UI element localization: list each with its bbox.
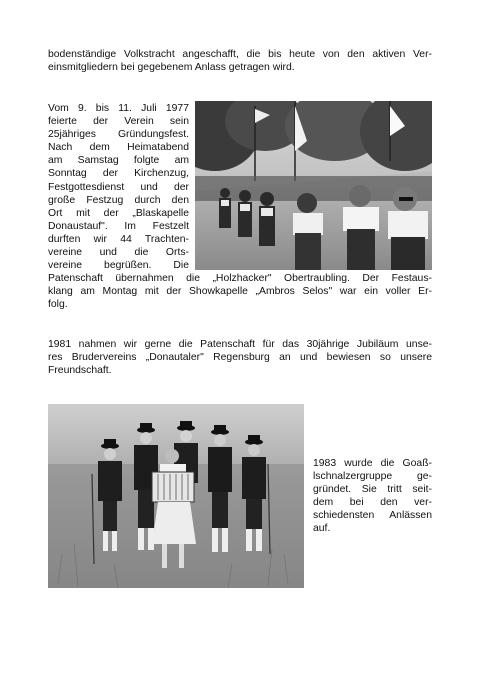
paragraph-traditional-costume [48, 48, 432, 74]
text-line: Freundschaft. [48, 365, 112, 377]
whip-cracker-group-photo [48, 404, 304, 588]
text-line: schiedensten Anlässen [313, 510, 432, 522]
text-line: lschnalzergruppe ge- [313, 471, 432, 483]
text-line: 1981 nahmen wir gerne die Patenschaft für das 30jährige Jubiläum unse- [48, 339, 432, 350]
text-line: am Samstag folgte am [48, 155, 189, 167]
text-line: große Festzug durch den [48, 194, 189, 206]
paragraph-whip-cracker-group-1983 [313, 457, 432, 536]
text-line: auf. [313, 523, 331, 535]
paragraph-founding-festival-continued [48, 272, 432, 311]
text-line: einsmitgliedern bei gegebenem Anlass getragen wird. [48, 62, 295, 74]
paragraph-sponsorship-1981 [48, 338, 432, 377]
paragraph-founding-festival [48, 102, 189, 272]
text-line: 1983 wurde die Goaß- [313, 458, 432, 469]
text-line: Festgottesdienst und der [48, 181, 189, 193]
festival-parade-photo [195, 101, 432, 270]
text-line: 25jähriges Gründungsfest. [48, 129, 189, 141]
text-line: Sonntag der Kirchenzug, [48, 168, 189, 180]
text-line: dem bei den ver- [313, 497, 432, 509]
text-line: Nach dem Heimatabend [48, 142, 189, 154]
text-line: durften wir 44 Trachten- [48, 233, 189, 245]
text-line: bodenständige Volkstracht angeschafft, die bis heute von den aktiven Ver- [48, 49, 432, 60]
text-line: feierte der Verein sein [48, 116, 189, 128]
text-line: vereine und die Orts- [48, 247, 189, 259]
text-line: Donaustauf". Im Festzelt [48, 220, 189, 232]
text-line: vereine begrüßen. Die [48, 260, 189, 272]
text-line: gründet. Sie tritt seit- [313, 484, 432, 496]
text-line: Ort mit der „Blaskapelle [48, 207, 189, 219]
text-line: folg. [48, 299, 68, 311]
text-line: Vom 9. bis 11. Juli 1977 [48, 103, 189, 114]
text-line: res Brudervereins „Donautaler" Regensburg an und bewiesen so unsere [48, 352, 432, 364]
text-line: klang am Montag mit der Showkapelle „Ambros Selos" war ein voller Er- [48, 286, 432, 298]
text-line: Patenschaft übernahmen die „Holzhacker" Obertraubling. Der Festaus- [48, 273, 432, 284]
